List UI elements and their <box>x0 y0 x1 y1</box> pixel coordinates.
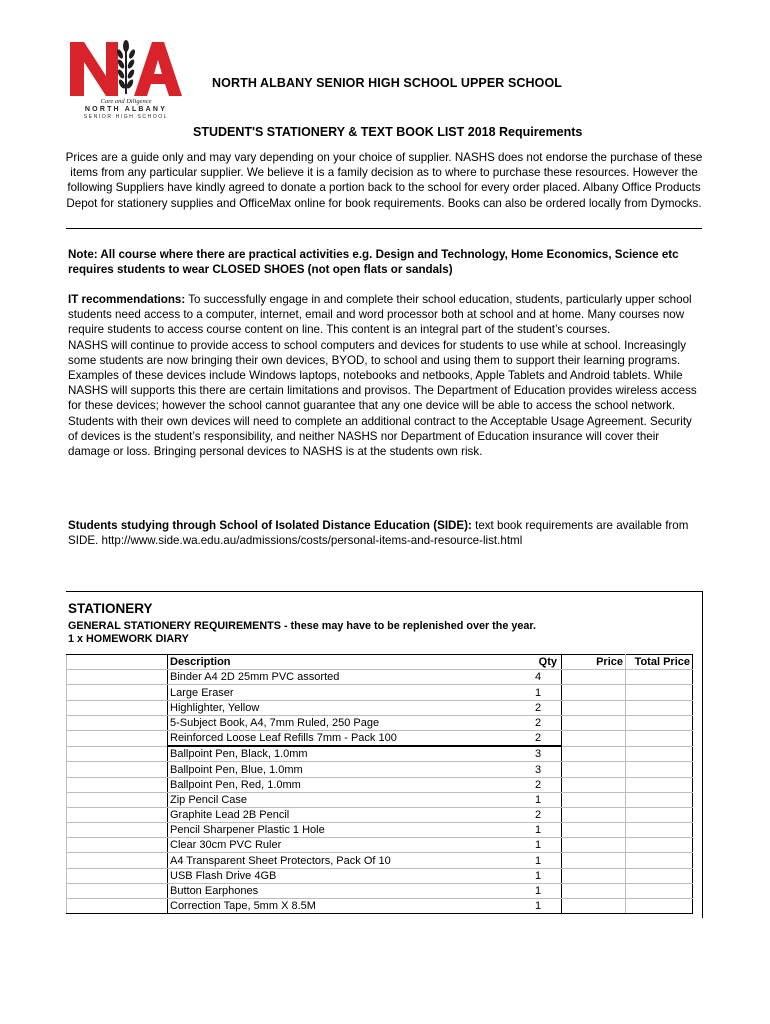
stationery-heading: STATIONERY <box>68 601 153 616</box>
item-price-cell <box>562 853 626 868</box>
stationery-table <box>66 654 693 914</box>
item-qty: 1 <box>515 868 562 883</box>
side-label: Students studying through School of Isolated Distance Education (SIDE): <box>68 519 472 532</box>
item-description: Zip Pencil Case <box>168 792 516 807</box>
item-price-cell <box>562 700 626 715</box>
row-blank-cell <box>67 685 168 700</box>
item-qty: 2 <box>515 730 562 746</box>
item-total-cell <box>626 762 693 777</box>
item-total-cell <box>626 853 693 868</box>
item-description: 5-Subject Book, A4, 7mm Ruled, 250 Page <box>168 715 516 730</box>
row-blank-cell <box>67 777 168 792</box>
item-qty: 1 <box>515 823 562 838</box>
item-price-cell <box>562 823 626 838</box>
item-total-cell <box>626 670 693 685</box>
item-price-cell <box>562 685 626 700</box>
item-price-cell <box>562 715 626 730</box>
item-description: A4 Transparent Sheet Protectors, Pack Of 10 <box>168 853 516 868</box>
logo-letter-n <box>70 42 118 96</box>
item-description: Reinforced Loose Leaf Refills 7mm - Pack 100 <box>168 730 516 746</box>
table-row <box>67 670 693 685</box>
table-row <box>67 715 693 730</box>
list-title: STUDENT'S STATIONERY & TEXT BOOK LIST 2018 Requirements <box>193 125 583 139</box>
row-blank-cell <box>67 670 168 685</box>
item-qty: 2 <box>515 807 562 822</box>
item-total-cell <box>626 685 693 700</box>
item-total-cell <box>626 883 693 898</box>
item-qty: 1 <box>515 792 562 807</box>
item-price-cell <box>562 777 626 792</box>
item-total-cell <box>626 730 693 746</box>
it-text-2: NASHS will continue to provide access to school computers and devices for students to use while at school. Increasingly some students are now bringing their own devices, BYOD, to school and using them to support their learning programs. Examples of these devices include Windows laptops, notebooks and netbooks, Apple Tablets and Android tablets. While NASHS will supports this there are certain limitations and provisos. The Department of Education provides wireless access for these devices; however the school cannot guarantee that any one device will be able to access the school network. Students with their own devices will need to complete an additional contract to the Acceptable Usage Agreement. Security of devices is the student’s responsibility, and neither NASHS nor Department of Education insurance will cover their damage or loss. Bringing personal devices to NASHS is at the students own risk. <box>68 338 697 459</box>
table-row <box>67 777 693 792</box>
item-qty: 2 <box>515 715 562 730</box>
school-logo <box>68 36 184 120</box>
item-description: Graphite Lead 2B Pencil <box>168 807 516 822</box>
item-qty: 2 <box>515 700 562 715</box>
row-blank-cell <box>67 823 168 838</box>
item-price-cell <box>562 670 626 685</box>
item-price-cell <box>562 762 626 777</box>
item-qty: 1 <box>515 883 562 898</box>
row-blank-cell <box>67 868 168 883</box>
item-qty: 1 <box>515 899 562 914</box>
item-price-cell <box>562 807 626 822</box>
item-total-cell <box>626 899 693 914</box>
table-row <box>67 807 693 822</box>
item-qty: 3 <box>515 762 562 777</box>
col-description: Description <box>168 655 516 670</box>
row-blank-cell <box>67 746 168 762</box>
side-text: text book requirements are available from SIDE. http://www.side.wa.edu.au/admissions/costs/personal-items-and-resource-list.html <box>68 519 689 548</box>
table-row <box>67 685 693 700</box>
table-row <box>67 792 693 807</box>
logo-name-line2: SENIOR HIGH SCHOOL <box>83 114 169 120</box>
item-description: Clear 30cm PVC Ruler <box>168 838 516 853</box>
table-row <box>67 853 693 868</box>
row-blank-cell <box>67 899 168 914</box>
item-price-cell <box>562 792 626 807</box>
item-qty: 1 <box>515 853 562 868</box>
row-blank-cell <box>67 853 168 868</box>
intro-paragraph: Prices are a guide only and may vary depending on your choice of supplier. NASHS does not endorse the purchase of these items from any particular supplier. We believe it is a family decision as to where to purchase these resources. However the following Suppliers have kindly agreed to donate a portion back to the school for every order placed. Albany Office Products Depot for stationery supplies and OfficeMax online for book requirements. Books can also be ordered locally from Dymocks. <box>65 151 703 210</box>
logo-letter-a <box>134 42 182 96</box>
row-blank-cell <box>67 700 168 715</box>
item-description: Ballpoint Pen, Blue, 1.0mm <box>168 762 516 777</box>
item-description: Button Earphones <box>168 883 516 898</box>
divider <box>66 228 702 229</box>
item-total-cell <box>626 746 693 762</box>
item-total-cell <box>626 777 693 792</box>
row-blank-cell <box>67 792 168 807</box>
item-total-cell <box>626 792 693 807</box>
logo-motto: Care and Diligence <box>100 98 152 105</box>
it-recommendations <box>68 292 702 459</box>
homework-diary: 1 x HOMEWORK DIARY <box>68 633 189 645</box>
item-description: Correction Tape, 5mm X 8.5M <box>168 899 516 914</box>
item-qty: 2 <box>515 777 562 792</box>
item-description: Pencil Sharpener Plastic 1 Hole <box>168 823 516 838</box>
row-blank-cell <box>67 762 168 777</box>
item-description: USB Flash Drive 4GB <box>168 868 516 883</box>
item-price-cell <box>562 868 626 883</box>
item-description: Ballpoint Pen, Black, 1.0mm <box>168 746 516 762</box>
table-row <box>67 883 693 898</box>
it-text-1: To successfully engage in and complete their school education, students, particularly upper school students need access to a computer, internet, email and word processor both at school and at home. Many courses now require students to access course content on line. This content is an integral part of the student’s courses. <box>68 293 692 337</box>
table-row <box>67 838 693 853</box>
table-header-row <box>67 655 693 670</box>
table-row <box>67 730 693 746</box>
row-blank-cell <box>67 730 168 746</box>
table-row <box>67 868 693 883</box>
row-blank-cell <box>67 883 168 898</box>
item-total-cell <box>626 700 693 715</box>
table-row <box>67 899 693 914</box>
item-qty: 1 <box>515 838 562 853</box>
col-price: Price <box>562 655 626 670</box>
school-title: NORTH ALBANY SENIOR HIGH SCHOOL UPPER SCHOOL <box>212 76 563 90</box>
table-row <box>67 700 693 715</box>
wheat-icon <box>116 40 137 94</box>
col-total-price: Total Price <box>626 655 693 670</box>
row-blank-cell <box>67 715 168 730</box>
item-price-cell <box>562 730 626 746</box>
row-blank-cell <box>67 838 168 853</box>
item-description: Binder A4 2D 25mm PVC assorted <box>168 670 516 685</box>
item-qty: 4 <box>515 670 562 685</box>
item-price-cell <box>562 746 626 762</box>
item-qty: 1 <box>515 685 562 700</box>
logo-name-line1: NORTH ALBANY <box>84 106 168 113</box>
item-description: Highlighter, Yellow <box>168 700 516 715</box>
side-section <box>68 518 702 548</box>
item-total-cell <box>626 807 693 822</box>
item-price-cell <box>562 899 626 914</box>
row-blank-cell <box>67 807 168 822</box>
item-total-cell <box>626 715 693 730</box>
table-row <box>67 762 693 777</box>
item-total-cell <box>626 823 693 838</box>
item-description: Large Eraser <box>168 685 516 700</box>
item-price-cell <box>562 838 626 853</box>
item-description: Ballpoint Pen, Red, 1.0mm <box>168 777 516 792</box>
item-qty: 3 <box>515 746 562 762</box>
table-row <box>67 823 693 838</box>
item-price-cell <box>562 883 626 898</box>
closed-shoes-note: Note: All course where there are practical activities e.g. Design and Technology, Home Economics, Science etc requires students to wear CLOSED SHOES (not open flats or sandals) <box>68 248 679 277</box>
item-total-cell <box>626 868 693 883</box>
table-row <box>67 746 693 762</box>
it-label: IT recommendations: <box>68 293 186 306</box>
item-total-cell <box>626 838 693 853</box>
general-requirements: GENERAL STATIONERY REQUIREMENTS - these may have to be replenished over the year. <box>68 620 536 632</box>
col-qty: Qty <box>515 655 562 670</box>
